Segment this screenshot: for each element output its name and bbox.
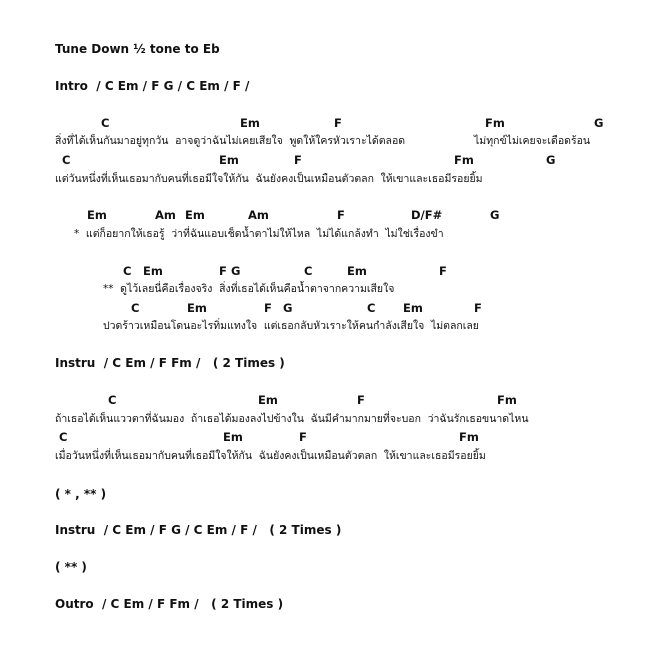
chord: C <box>59 430 68 444</box>
verse1-lyric-row-2: แต่วันหนึ่งที่เห็นเธอมากับคนที่เธอมีใจให้กัน ฉันยังคงเป็นเหมือนตัวตลก ให้เขาและเธอมีรอยยิ้ม <box>55 173 483 185</box>
chorus-lyric-row-1: ** ดูไว้เลยนี่คือเรื่องจริง สิ่งที่เธอได้เห็นคือน้ำตาจากความเสียใจ <box>103 283 395 295</box>
chord: C <box>131 301 140 315</box>
chord: Fm <box>497 393 517 407</box>
chord: F <box>439 264 447 278</box>
chord: G <box>283 301 293 315</box>
verse2-chord-row-2 <box>0 430 666 514</box>
intro-line: Intro / C Em / F G / C Em / F / <box>55 79 250 93</box>
verse2-lyric-row-1: ถ้าเธอได้เห็นแววตาที่ฉันมอง ถ้าเธอได้มองลงไปข้างใน ฉันมีคำมากมายที่จะบอก ว่าฉันรักเธอขนาดไหน <box>55 413 529 425</box>
chord: F <box>334 116 342 130</box>
chord: C <box>367 301 376 315</box>
chord: Em <box>87 208 107 222</box>
chord: Fm <box>485 116 505 130</box>
chord: F <box>337 208 345 222</box>
chord: Fm <box>459 430 479 444</box>
chord: F <box>219 264 227 278</box>
chord: F <box>474 301 482 315</box>
chord: Em <box>187 301 207 315</box>
chord: Em <box>223 430 243 444</box>
instru-line-1: Instru / C Em / F Fm / ( 2 Times ) <box>55 356 285 370</box>
chord: C <box>101 116 110 130</box>
outro-line: Outro / C Em / F Fm / ( 2 Times ) <box>55 597 284 611</box>
chord: F <box>357 393 365 407</box>
chord: Am <box>248 208 269 222</box>
lyric-text: ไม่ทุกข์ไม่เคยจะเดือดร้อน <box>474 135 591 147</box>
chord: Fm <box>454 153 474 167</box>
chord: C <box>108 393 117 407</box>
chord: F <box>294 153 302 167</box>
chord: D/F# <box>411 208 443 222</box>
prechorus-lyric-row: * แต่ก็อยากให้เธอรู้ ว่าที่ฉันแอบเช็ดน้ำตาไม่ให้ไหล ไม่ได้แกล้งทำ ไม่ใช่เรื่องขำ <box>74 228 444 240</box>
chord: G <box>490 208 500 222</box>
repeat-line-2: ( ** ) <box>55 560 87 574</box>
chord: Em <box>258 393 278 407</box>
chord: G <box>594 116 604 130</box>
chord: G <box>231 264 241 278</box>
chorus-lyric-row-2: ปวดร้าวเหมือนโดนอะไรทิ่มแทงใจ แต่เธอกลับหัวเราะให้คนกำลังเสียใจ ไม่ตลกเลย <box>103 320 479 332</box>
chord: Em <box>240 116 260 130</box>
chord: Em <box>143 264 163 278</box>
tuning-header: Tune Down ½ tone to Eb <box>55 42 220 56</box>
verse2-lyric-row-2: เมื่อวันหนึ่งที่เห็นเธอมากับคนที่เธอมีใจให้กัน ฉันยังคงเป็นเหมือนตัวตลก ให้เขาและเธอมีรอยยิ้ม <box>55 450 486 462</box>
chord: Em <box>185 208 205 222</box>
chord: F <box>299 430 307 444</box>
chord: C <box>62 153 71 167</box>
chord: G <box>546 153 556 167</box>
instru-line-2: Instru / C Em / F G / C Em / F / ( 2 Times ) <box>55 523 342 537</box>
repeat-line-1: ( * , ** ) <box>55 487 107 501</box>
chord: Em <box>347 264 367 278</box>
lyric-text: สิ่งที่ได้เห็นกันมาอยู่ทุกวัน อาจดูว่าฉันไม่เคยเสียใจ พูดให้ใครหัวเราะได้ตลอด <box>55 135 406 147</box>
chord: Em <box>403 301 423 315</box>
chord: Em <box>219 153 239 167</box>
chord: C <box>304 264 313 278</box>
chord: F <box>264 301 272 315</box>
chord: C <box>123 264 132 278</box>
chord: Am <box>155 208 176 222</box>
